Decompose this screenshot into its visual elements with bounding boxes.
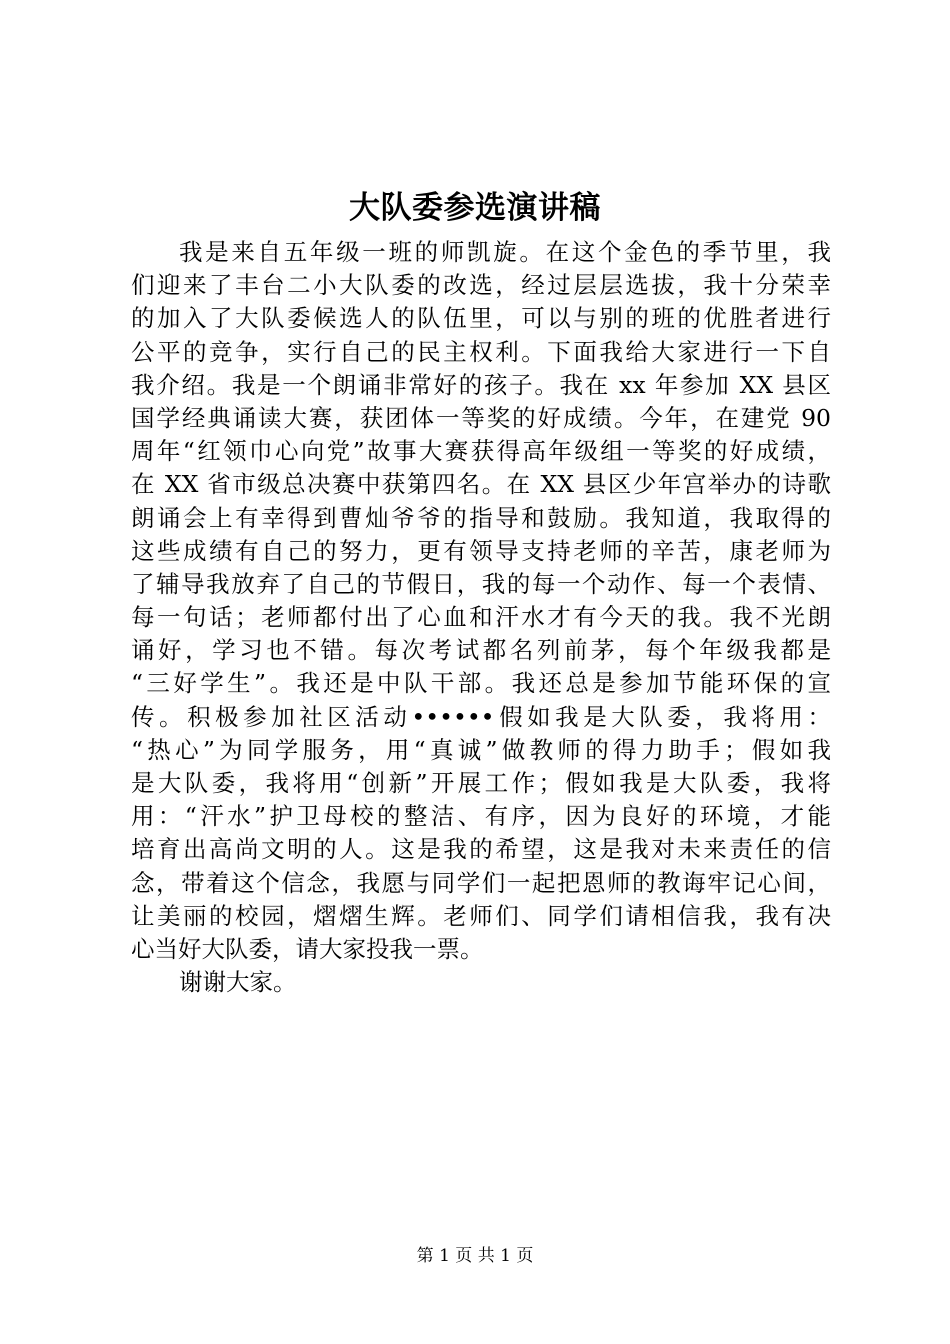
text-line: 传。积极参加社区活动••••••假如我是大队委，我将用： <box>131 702 831 731</box>
text-line: 念，带着这个信念，我愿与同学们一起把恩师的教诲牢记心间， <box>131 868 831 897</box>
text-line: 用：“汗水”护卫母校的整洁、有序，因为良好的环境，才能 <box>131 802 831 831</box>
text-line: 们迎来了丰台二小大队委的改选，经过层层选拔，我十分荣幸 <box>131 271 831 300</box>
text-line: 每一句话；老师都付出了心血和汗水才有今天的我。我不光朗 <box>131 603 831 632</box>
paragraph-speech <box>131 236 831 966</box>
text-line: 谢谢大家。 <box>179 968 297 997</box>
paragraph-thanks <box>131 966 831 999</box>
text-line: 让美丽的校园，熠熠生辉。老师们、同学们请相信我，我有决 <box>131 901 831 930</box>
text-line: 我是来自五年级一班的师凯旋。在这个金色的季节里，我 <box>179 238 831 266</box>
text-line: 国学经典诵读大赛，获团体一等奖的好成绩。今年，在建党 90 <box>131 403 831 432</box>
document-body <box>131 236 831 999</box>
text-line: 朗诵会上有幸得到曹灿爷爷的指导和鼓励。我知道，我取得的 <box>131 503 831 532</box>
text-line: “热心”为同学服务，用“真诚”做教师的得力助手；假如我 <box>131 735 831 764</box>
page-footer: 第 1 页 共 1 页 <box>416 1246 534 1266</box>
text-line: 培育出高尚文明的人。这是我的希望，这是我对未来责任的信 <box>131 835 831 864</box>
text-line: 在 XX 省市级总决赛中获第四名。在 XX 县区少年宫举办的诗歌 <box>131 470 831 499</box>
text-line: 我介绍。我是一个朗诵非常好的孩子。我在 xx 年参加 XX 县区 <box>131 370 831 399</box>
text-line: 的加入了大队委候选人的队伍里，可以与别的班的优胜者进行 <box>131 304 831 333</box>
document-title: 大队委参选演讲稿 <box>349 190 601 226</box>
text-line: 这些成绩有自己的努力，更有领导支持老师的辛苦，康老师为 <box>131 536 831 565</box>
text-line: 周年“红领巾心向党”故事大赛获得高年级组一等奖的好成绩， <box>131 437 831 466</box>
text-line: 了辅导我放弃了自己的节假日，我的每一个动作、每一个表情、 <box>131 569 831 598</box>
text-line: 公平的竞争，实行自己的民主权利。下面我给大家进行一下自 <box>131 337 831 366</box>
text-line: 心当好大队委，请大家投我一票。 <box>131 934 484 963</box>
text-line: 是大队委，我将用“创新”开展工作；假如我是大队委，我将 <box>131 769 831 797</box>
text-line: “三好学生”。我还是中队干部。我还总是参加节能环保的宣 <box>131 669 831 698</box>
text-line: 诵好，学习也不错。每次考试都名列前茅，每个年级我都是 <box>131 636 831 665</box>
